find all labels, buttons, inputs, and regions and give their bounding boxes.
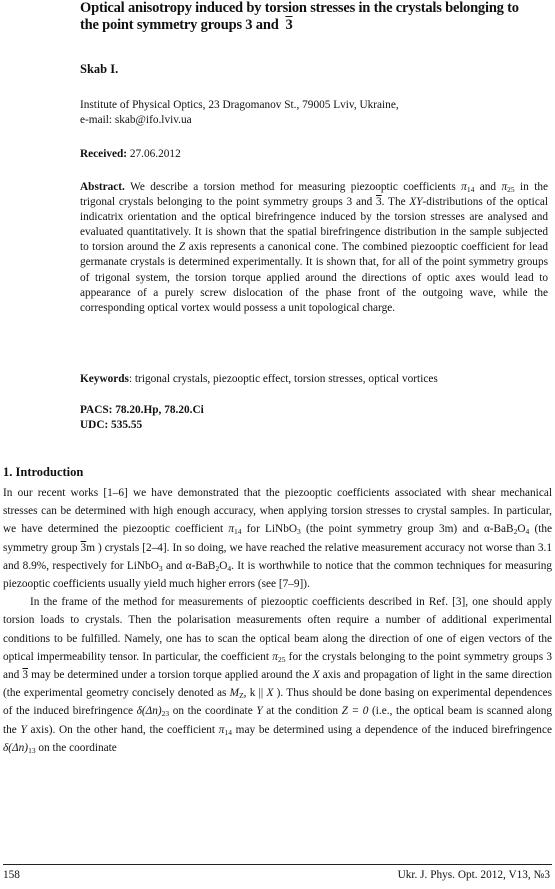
- paper-title-text: Optical anisotropy induced by torsion stresses in the crystals belonging to the point symmetry groups 3 and: [80, 0, 519, 33]
- abstract-xy: XY: [409, 196, 423, 209]
- subscript: 4: [525, 527, 530, 537]
- bar-three: 3: [22, 669, 29, 682]
- pi-subscript: 14: [224, 727, 232, 737]
- classification: [80, 403, 204, 433]
- body-text-run: O: [517, 523, 526, 536]
- geometry-m: M: [229, 687, 240, 700]
- axis-y: Y: [20, 723, 27, 736]
- body-text-run: may be determined using a dependence of the induced birefringence: [231, 723, 552, 736]
- affiliation: [80, 98, 520, 128]
- page-number: 158: [3, 869, 20, 881]
- abstract-text: in the trigonal crystals belonging to the point symmetry groups 3 and: [80, 181, 548, 209]
- body-text-run: (the symmetry group: [3, 523, 553, 554]
- abstract-text: . The: [381, 196, 410, 209]
- affiliation-line-1: Institute of Physical Optics, 23 Dragomanov St., 79005 Lviv, Ukraine,: [80, 99, 399, 111]
- abstract: [80, 180, 548, 316]
- footer-rule: [3, 864, 552, 865]
- body-text-run: O: [219, 559, 228, 572]
- pacs-codes: PACS: 78.20.Hp, 78.20.Ci: [80, 404, 204, 416]
- body-text-run: may be determined under a torsion torque applied around the: [28, 669, 313, 682]
- pi-symbol: π: [272, 650, 278, 663]
- abstract-z: Z: [178, 241, 186, 254]
- received-value: 27.06.2012: [129, 148, 181, 160]
- subscript: 23: [161, 709, 170, 719]
- birefringence-symbol: δ(Δn): [3, 741, 29, 754]
- subscript: 2: [215, 563, 220, 573]
- abstract-label: Abstract.: [80, 181, 125, 193]
- body-text-run: . It is worthwhile to notice that the common techniques for measuring piezooptic coefficients usually yield much higher errors (see [7–9]).: [3, 559, 553, 591]
- pi-symbol: π: [501, 181, 508, 193]
- subscript: Z: [239, 691, 244, 701]
- bar-three: 3: [80, 541, 87, 554]
- pi-symbol: π: [461, 181, 467, 193]
- body-text: [3, 484, 552, 757]
- birefringence-symbol: δ(Δn): [136, 705, 162, 718]
- author: Skab I.: [80, 62, 119, 76]
- keywords-text: : trigonal crystals, piezooptic effect, torsion stresses, optical vortices: [128, 373, 438, 385]
- pi-subscript: 14: [466, 185, 475, 194]
- title-symbol: 3: [285, 17, 293, 33]
- paper-title: [80, 0, 540, 34]
- body-text-run: In our recent works [1–6] we have demonstrated that the piezooptic coefficients associated with shear mechanical stresses can be determined with high enough accuracy, when applying torsion stresses to crystal samples. In particular, we have determined the piezooptic coefficient: [3, 487, 552, 536]
- paragraph-2: [3, 593, 552, 757]
- body-text-run: (the point symmetry group 3m) and α-BaB: [300, 523, 514, 536]
- body-text-run: and α-BaB: [162, 559, 216, 572]
- condition: Z = 0: [341, 705, 369, 718]
- keywords-label: Keywords: [80, 373, 129, 385]
- body-text-run: ). Thus should be done basing on experimental dependences of the induced birefringence: [3, 687, 552, 718]
- body-text-run: on the coordinate: [169, 705, 257, 718]
- axis-x: X: [266, 687, 274, 700]
- pi-symbol: π: [218, 723, 225, 736]
- section-heading: 1. Introduction: [3, 465, 84, 479]
- bar-three: 3: [376, 196, 382, 209]
- body-text-run: at the condition: [262, 705, 342, 718]
- received-label: Received:: [80, 148, 128, 160]
- email: e-mail: skab@ifo.lviv.ua: [80, 114, 192, 126]
- pi-subscript: 25: [277, 654, 286, 664]
- body-text-run: , k ||: [243, 687, 267, 700]
- body-text-run: axis). On the other hand, the coefficient: [26, 723, 219, 736]
- subscript: 2: [513, 527, 518, 537]
- abstract-text: We describe a torsion method for measuring piezooptic coefficients: [124, 181, 462, 193]
- body-text-run: m ) crystals [2–4]. In so doing, we have reached the relative measurement accuracy not worse than 3.1 and 8.9%, respectively for LiNbO: [3, 541, 553, 572]
- subscript: 13: [28, 745, 36, 755]
- pi-symbol: π: [228, 523, 234, 536]
- pi-subscript: 14: [233, 527, 242, 537]
- pi-subscript: 25: [507, 185, 515, 194]
- keywords: [80, 372, 548, 387]
- body-text-run: axis and propagation of light in the same direction (the experimental geometry concisely denoted as: [3, 669, 553, 700]
- subscript: 3: [158, 563, 163, 573]
- body-text-run: (i.e., the optical beam is scanned along the: [3, 705, 553, 736]
- body-text-run: on the coordinate: [35, 741, 117, 754]
- body-text-run: for the crystals belonging to the point symmetry groups 3 and: [3, 650, 552, 682]
- body-text-run: In the frame of the method for measurements of piezooptic coefficients described in Ref. [3], one should apply torsion loads to crystals. Then the polarisation measurements often require a number of additional experimental conditions to be fulfilled. Namely, one has to scan the optical beam along the direction of one of eigen vectors of the optical impermeability tensor. In particular, the coefficient: [3, 596, 552, 663]
- journal-reference: Ukr. J. Phys. Opt. 2012, V13, №3: [397, 869, 550, 881]
- paragraph-1: [3, 484, 552, 593]
- abstract-text: -distributions of the optical indicatrix orientation and the optical birefringence induced by the torsion stresses are analysed and evaluated quantitatively. It is shown that the spatial birefringence distribution in the sample subjected to torsion around the: [80, 196, 548, 254]
- subscript: 4: [227, 563, 232, 573]
- abstract-text: and: [474, 181, 502, 193]
- received-date: [80, 148, 181, 160]
- axis-y: Y: [256, 705, 263, 718]
- subscript: 3: [297, 527, 301, 537]
- abstract-text: axis represents a canonical cone. The combined piezooptic coefficient for lead germanate crystals is determined experimentally. It is shown that, for all of the point symmetry groups of trigonal system, the torsion torque applied around the directions of optic axes would lead to appearance of a purely screw dislocation of the phase front of the outgoing wave, while the corresponding optical vortex would possess a unit topological charge.: [80, 241, 548, 314]
- udc-code: UDC: 535.55: [80, 419, 143, 431]
- body-text-run: for LiNbO: [241, 523, 298, 536]
- axis-x: X: [312, 669, 320, 682]
